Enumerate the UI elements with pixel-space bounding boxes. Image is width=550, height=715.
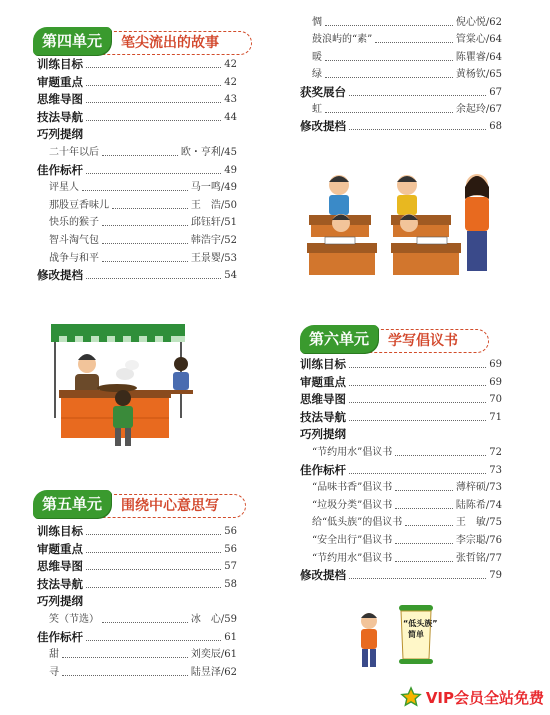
toc-page-ref: 72 — [489, 447, 502, 458]
unit5-toc-continued — [300, 14, 502, 144]
toc-page-ref: 69 — [489, 376, 502, 388]
toc-page-ref: 冰 心/59 — [190, 614, 237, 625]
toc-section-row[interactable] — [37, 56, 237, 73]
toc-leader-dots — [325, 111, 453, 113]
unit5-header — [33, 490, 253, 520]
toc-section-row[interactable] — [37, 558, 237, 575]
toc-label: “节约用水”倡议书 — [312, 447, 393, 458]
toc-leader-dots — [325, 76, 453, 78]
toc-leader-dots — [349, 419, 486, 421]
toc-section-row[interactable] — [37, 523, 237, 540]
toc-label: “节约用水”倡议书 — [312, 552, 393, 564]
toc-leader-dots — [395, 542, 453, 544]
toc-page-ref: 倪心悦/62 — [455, 17, 502, 28]
toc-label: 审题重点 — [37, 74, 83, 89]
toc-leader-dots — [86, 277, 221, 279]
toc-page-ref: 余起玲/67 — [455, 104, 502, 115]
toc-entry-row[interactable] — [37, 611, 237, 628]
toc-label: 思维导图 — [37, 559, 83, 574]
toc-leader-dots — [395, 560, 453, 562]
toc-label: 虹 — [312, 104, 322, 115]
unit6-header — [300, 325, 520, 355]
toc-leader-dots — [86, 101, 221, 103]
toc-entry-row[interactable] — [37, 250, 237, 267]
poster-text: “低头族” 简单 — [403, 619, 438, 639]
toc-page-ref: 陆陈希/74 — [455, 499, 502, 511]
toc-page-ref: 陆昱泽/62 — [190, 666, 237, 678]
toc-leader-dots — [102, 154, 178, 156]
toc-leader-dots — [349, 472, 486, 474]
toc-entry-row[interactable] — [37, 197, 237, 214]
toc-label: 鼓浪屿的“素” — [312, 34, 373, 46]
vip-watermark — [400, 685, 544, 709]
toc-section-row[interactable] — [37, 593, 237, 610]
toc-label: 技法导航 — [37, 576, 83, 591]
poster-boy-illustration — [355, 603, 445, 673]
toc-page-ref: 黄杨钦/65 — [455, 69, 502, 81]
toc-page-ref: 49 — [224, 164, 237, 176]
toc-label: 二十年以后 — [49, 147, 99, 158]
toc-page-ref: 57 — [224, 561, 237, 573]
toc-label: 战争与和平 — [49, 252, 99, 264]
toc-leader-dots — [395, 507, 453, 509]
toc-page-ref: 陈瞿睿/64 — [455, 51, 502, 63]
toc-section-row[interactable] — [300, 356, 502, 373]
toc-leader-dots — [395, 489, 453, 491]
toc-section-row[interactable] — [300, 84, 502, 101]
toc-label: 暖 — [312, 51, 322, 63]
unit6-title: 学写倡议书 — [388, 333, 458, 349]
toc-label: 训练目标 — [37, 57, 83, 71]
toc-section-row[interactable] — [300, 391, 502, 408]
toc-leader-dots — [86, 586, 221, 588]
toc-page-ref: 58 — [224, 578, 237, 590]
toc-page-ref: 70 — [489, 394, 502, 406]
toc-entry-row[interactable] — [300, 101, 502, 118]
unit6-toc — [300, 356, 502, 586]
toc-page-ref: 79 — [489, 570, 502, 582]
toc-leader-dots — [86, 568, 221, 570]
unit5-toc — [37, 523, 237, 693]
unit6-tag: 第六单元 — [300, 325, 378, 353]
toc-label: 绿 — [312, 69, 322, 81]
toc-entry-row[interactable] — [300, 49, 502, 66]
toc-leader-dots — [349, 366, 486, 368]
toc-page-ref: 42 — [224, 59, 237, 70]
toc-page-ref: 王 敏/75 — [455, 517, 502, 529]
toc-label: 那股豆香味儿 — [49, 199, 109, 211]
toc-page-ref: 73 — [489, 464, 502, 476]
toc-page-ref: 71 — [489, 411, 502, 423]
toc-page-ref: 61 — [224, 631, 237, 643]
toc-label: 给“低头族”的倡议书 — [312, 517, 403, 529]
toc-leader-dots — [86, 172, 221, 174]
toc-label: 修改提档 — [300, 568, 346, 583]
toc-label: 审题重点 — [300, 374, 346, 389]
toc-section-row[interactable] — [300, 567, 502, 584]
toc-leader-dots — [349, 401, 486, 403]
toc-page-ref: 薄梓硕/73 — [455, 482, 502, 494]
toc-leader-dots — [86, 533, 221, 535]
toc-label: 训练目标 — [300, 357, 346, 371]
toc-entry-row[interactable] — [37, 179, 237, 196]
toc-label: 评星人 — [49, 182, 79, 194]
toc-label: “安全出行”倡议书 — [312, 535, 393, 546]
unit5-title-frame — [99, 494, 246, 518]
toc-leader-dots — [349, 577, 486, 579]
unit6-title-frame — [366, 329, 489, 353]
toc-page-ref: 刘奕辰/61 — [190, 649, 237, 661]
toc-page-ref: 69 — [489, 359, 502, 370]
toc-section-row[interactable] — [37, 126, 237, 143]
toc-entry-row[interactable] — [300, 479, 502, 496]
toc-leader-dots — [86, 551, 221, 553]
toc-entry-row[interactable] — [300, 31, 502, 48]
toc-entry-row[interactable] — [300, 550, 502, 567]
toc-entry-row[interactable] — [37, 664, 237, 681]
toc-leader-dots — [375, 41, 453, 43]
toc-section-row[interactable] — [300, 426, 502, 443]
toc-entry-row[interactable] — [300, 14, 502, 31]
toc-label: 巧列提纲 — [37, 594, 83, 609]
unit5-title: 围绕中心意思写 — [121, 498, 219, 514]
toc-page-ref: 42 — [224, 76, 237, 88]
unit4-tag: 第四单元 — [33, 27, 111, 55]
toc-page-ref: 43 — [224, 94, 237, 106]
toc-section-row[interactable] — [300, 374, 502, 391]
toc-label: 技法导航 — [37, 109, 83, 124]
toc-entry-row[interactable] — [37, 646, 237, 663]
toc-leader-dots — [102, 224, 188, 226]
toc-label: 佳作标杆 — [37, 629, 83, 644]
toc-page-ref: 欧・亨利/45 — [180, 147, 237, 158]
toc-section-row[interactable] — [300, 118, 502, 135]
toc-section-row[interactable] — [37, 162, 237, 179]
unit4-title-frame — [99, 31, 252, 55]
toc-leader-dots — [325, 24, 453, 26]
toc-leader-dots — [62, 656, 188, 658]
toc-entry-row[interactable] — [37, 144, 237, 161]
toc-page-ref: 44 — [224, 111, 237, 123]
toc-page-ref: 67 — [489, 86, 502, 98]
toc-page-ref: 李宗聪/76 — [455, 535, 502, 546]
toc-label: 训练目标 — [37, 524, 83, 538]
toc-section-row[interactable] — [37, 109, 237, 126]
toc-section-row[interactable] — [37, 576, 237, 593]
toc-entry-row[interactable] — [37, 232, 237, 249]
toc-leader-dots — [102, 260, 188, 262]
toc-section-row[interactable] — [37, 541, 237, 558]
toc-page-ref: 邱钰轩/51 — [190, 217, 237, 229]
toc-label: “品味书香”倡议书 — [312, 482, 393, 494]
toc-label: 思维导图 — [37, 92, 83, 107]
toc-leader-dots — [349, 128, 486, 130]
toc-label: 修改提档 — [37, 268, 83, 283]
unit4-header — [33, 27, 253, 57]
toc-leader-dots — [102, 621, 188, 623]
unit4-title: 笔尖流出的故事 — [121, 35, 219, 51]
toc-label: 技法导航 — [300, 409, 346, 424]
toc-section-row[interactable] — [37, 629, 237, 646]
toc-page-ref: 68 — [489, 121, 502, 133]
toc-leader-dots — [86, 66, 221, 68]
toc-leader-dots — [86, 639, 221, 641]
toc-page-ref: 56 — [224, 543, 237, 555]
toc-label: 惆 — [312, 17, 322, 28]
toc-section-row[interactable] — [300, 462, 502, 479]
toc-leader-dots — [102, 242, 188, 244]
toc-section-row[interactable] — [300, 409, 502, 426]
watermark-text: VIP会员全站免费 — [425, 688, 544, 707]
classroom-illustration — [305, 165, 505, 280]
toc-section-row[interactable] — [37, 267, 237, 284]
toc-page-ref: 张哲铭/77 — [455, 552, 502, 564]
toc-label: 智斗淘气包 — [49, 235, 99, 246]
toc-leader-dots — [86, 84, 221, 86]
toc-entry-row[interactable] — [300, 66, 502, 83]
toc-label: 快乐的猴子 — [49, 217, 99, 229]
star-icon — [400, 686, 422, 708]
toc-label: 笑（节选） — [49, 614, 99, 625]
unit5-tag: 第五单元 — [33, 490, 111, 518]
toc-leader-dots — [112, 207, 188, 209]
unit4-toc — [37, 56, 237, 286]
toc-section-row[interactable] — [37, 91, 237, 108]
toc-label: 修改提档 — [300, 119, 346, 134]
toc-leader-dots — [405, 524, 453, 526]
toc-leader-dots — [82, 189, 188, 191]
toc-leader-dots — [349, 94, 486, 96]
toc-label: 寻 — [49, 666, 59, 678]
toc-page-ref: 王 浩/50 — [190, 199, 237, 211]
toc-page-ref: 管棠心/64 — [455, 34, 502, 46]
toc-label: 思维导图 — [300, 392, 346, 407]
toc-page-ref: 56 — [224, 526, 237, 537]
toc-entry-row[interactable] — [300, 532, 502, 549]
toc-section-row[interactable] — [37, 74, 237, 91]
market-stall-illustration — [45, 318, 195, 450]
toc-leader-dots — [395, 454, 486, 456]
toc-label: “垃圾分类”倡议书 — [312, 499, 393, 511]
toc-page-ref: 54 — [224, 270, 237, 282]
toc-label: 巧列提纲 — [37, 127, 83, 142]
toc-label: 佳作标杆 — [37, 162, 83, 177]
toc-label: 获奖展台 — [300, 84, 346, 99]
toc-leader-dots — [325, 59, 453, 61]
toc-entry-row[interactable] — [300, 444, 502, 461]
toc-label: 巧列提纲 — [300, 427, 346, 442]
toc-page-ref: 马一鸣/49 — [190, 182, 237, 194]
toc-entry-row[interactable] — [300, 514, 502, 531]
toc-leader-dots — [349, 384, 486, 386]
toc-label: 审题重点 — [37, 541, 83, 556]
toc-page-ref: 王景婴/53 — [190, 252, 237, 264]
toc-entry-row[interactable] — [37, 214, 237, 231]
toc-label: 甜 — [49, 649, 59, 661]
toc-label: 佳作标杆 — [300, 462, 346, 477]
toc-leader-dots — [86, 119, 221, 121]
toc-page-ref: 韩浩宇/52 — [190, 235, 237, 246]
toc-entry-row[interactable] — [300, 497, 502, 514]
toc-leader-dots — [62, 674, 188, 676]
